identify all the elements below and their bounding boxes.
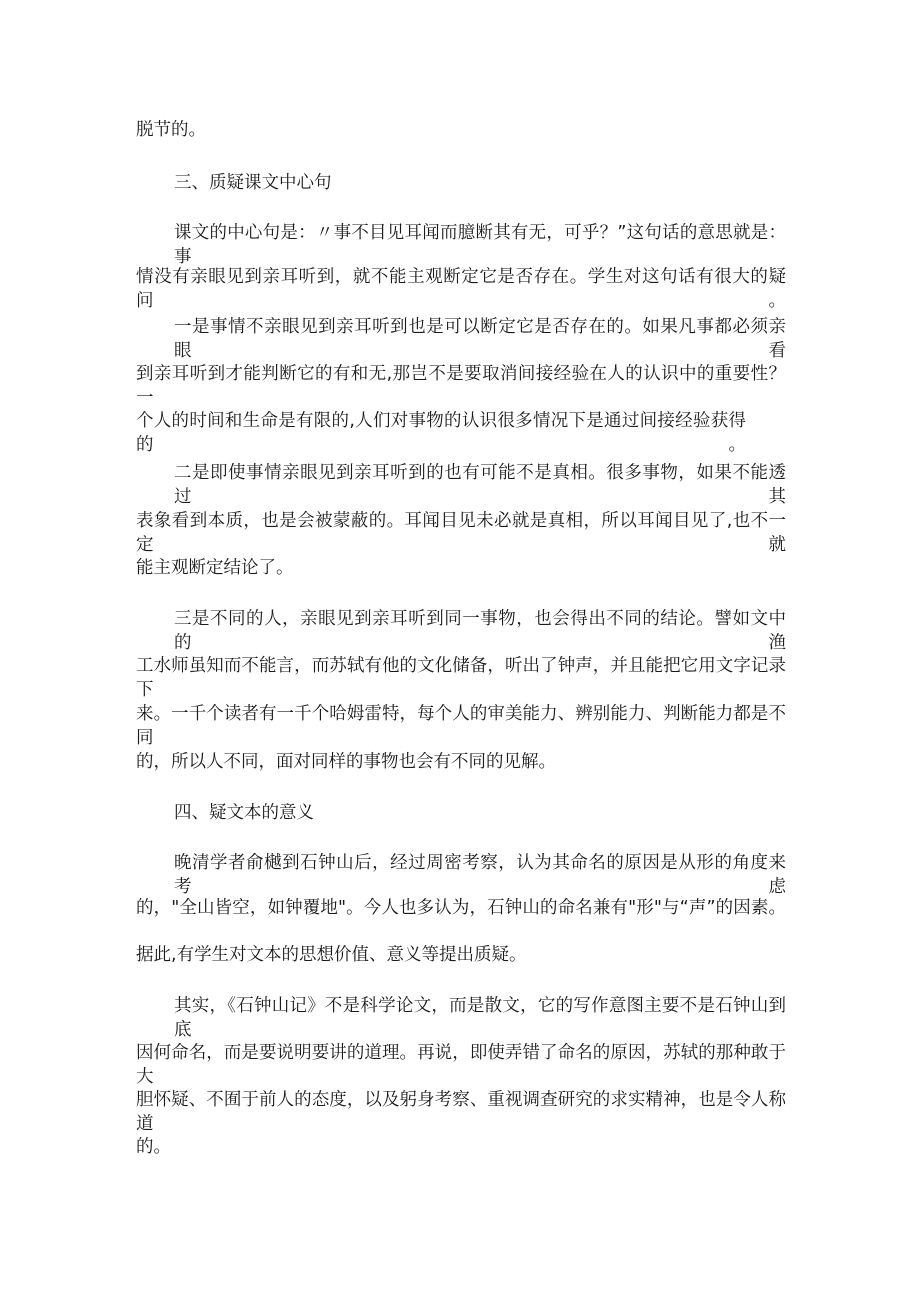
paragraph-line: 晚清学者俞樾到石钟山后，经过周密考察，认为其命名的原因是从形的角度来考虑 [174,853,786,897]
section-heading-4: 四、疑文本的意义 [174,803,314,823]
paragraph-line: 到亲耳听到才能判断它的有和无,那岂不是要取消间接经验在人的认识中的重要性？一 [136,364,786,408]
paragraph-line: 表象看到本质，也是会被蒙蔽的。耳闻目见未必就是真相，所以耳闻目见了,也不一定就 [136,511,786,555]
paragraph-line: 三是不同的人，亲眼见到亲耳听到同一事物，也会得出不同的结论。譬如文中的渔 [174,609,786,653]
paragraph-line: 因何命名，而是要说明要讲的道理。再说，即使弄错了命名的原因，苏轼的那种敢于大 [136,1043,786,1087]
paragraph-line: 胆怀疑、不囿于前人的态度，以及躬身考察、重视调查研究的求实精神，也是令人称道 [136,1090,786,1134]
paragraph-line: 课文的中心句是：〃事不目见耳闻而臆断其有无，可乎？”这句话的意思就是：事 [174,223,786,267]
paragraph-line: 个人的时间和生命是有限的,人们对事物的认识很多情况下是通过间接经验获得的。 [136,411,746,455]
paragraph-line: 二是即使事情亲眼见到亲耳听到的也有可能不是真相。很多事物，如果不能透过其 [174,463,786,507]
paragraph-line: 能主观断定结论了。 [136,558,294,578]
paragraph-line: 的。 [136,1137,171,1157]
section-heading-3: 三、质疑课文中心句 [174,173,332,193]
paragraph-line: 一是事情不亲眼见到亲耳听到也是可以断定它是否存在的。如果凡事都必须亲眼看 [174,317,786,361]
paragraph-line: 的，所以人不同，面对同样的事物也会有不同的见解。 [136,752,556,772]
paragraph-line: 其实，《石钟山记》不是科学论文，而是散文，它的写作意图主要不是石钟山到底 [174,996,786,1040]
paragraph-line: 工水师虽知而不能言，而苏轼有他的文化储备，听出了钟声，并且能把它用文字记录下 [136,656,786,700]
paragraph-line: 据此,有学生对文本的思想价值、意义等提出质疑。 [136,945,527,965]
paragraph-fragment: 脱节的。 [136,120,206,140]
paragraph-line: 情没有亲眼见到亲耳听到，就不能主观断定它是否存在。学生对这句话有很大的疑问。 [136,267,786,311]
paragraph-line: 来。一千个读者有一千个哈姆雷特，每个人的审美能力、辨别能力、判断能力都是不同 [136,704,786,748]
paragraph-line: 的，"全山皆空，如钟覆地"。今人也多认为，石钟山的命名兼有"形"与“声”的因素。 [136,898,786,918]
